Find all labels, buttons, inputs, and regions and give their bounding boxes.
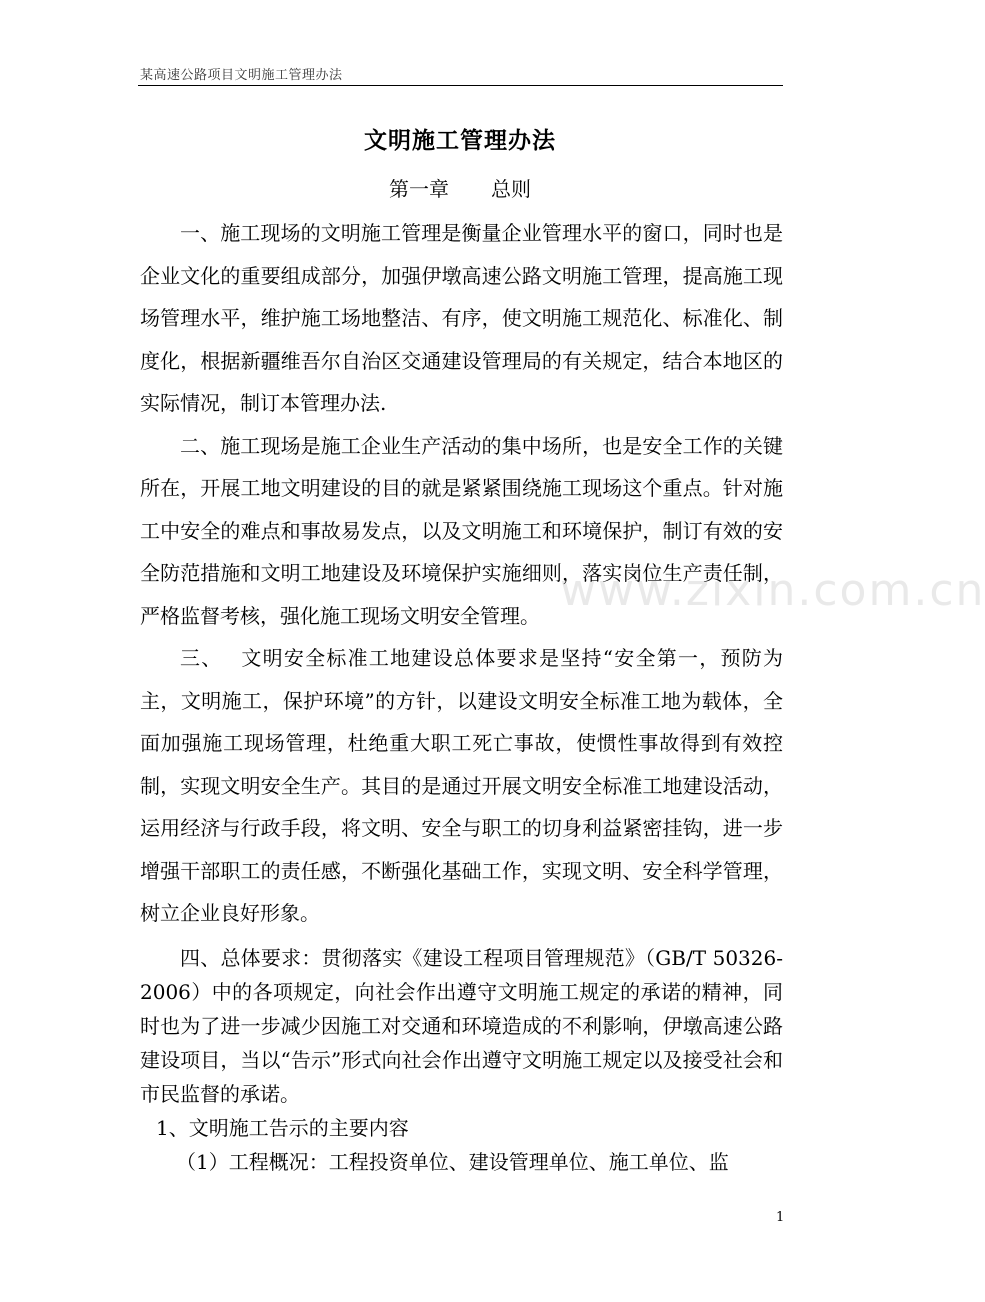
running-header: 某高速公路项目文明施工管理办法 <box>140 68 343 83</box>
document-title: 文明施工管理办法 <box>364 127 556 154</box>
section-heading-1: 1、文明施工告示的主要内容 <box>156 1115 409 1140</box>
watermark: www.zixin.com.cn <box>560 565 985 616</box>
chapter-label: 第一章 <box>389 177 449 201</box>
list-item-1: （1）工程概况：工程投资单位、建设管理单位、施工单位、监 <box>176 1149 729 1174</box>
paragraph-2: 二、施工现场是施工企业生产活动的集中场所，也是安全工作的关键所在，开展工地文明建设的目的就是紧紧围绕施工现场这个重点。针对施工中安全的难点和事故易发点，以及文明施工和环境保护，制订有效的安全防范措施和文明工地建设及环境保护实施细则，落实岗位生产责任制，严格监督考核，强化施工现场文明安全管理。 <box>140 433 783 628</box>
page-number: 1 <box>776 1210 785 1225</box>
paragraph-3: 三、 文明安全标准工地建设总体要求是坚持“安全第一，预防为主，文明施工，保护环境”的方针，以建设文明安全标准工地为载体，全面加强施工现场管理，杜绝重大职工死亡事故，使惯性事故得到有效控制，实现文明安全生产。其目的是通过开展文明安全标准工地建设活动，运用经济与行政手段，将文明、安全与职工的切身利益紧密挂钩，进一步增强干部职工的责任感，不断强化基础工作，实现文明、安全科学管理，树立企业良好形象。 <box>140 646 783 925</box>
chapter-heading <box>0 173 920 202</box>
paragraph-1: 一、施工现场的文明施工管理是衡量企业管理水平的窗口，同时也是企业文化的重要组成部分，加强伊墩高速公路文明施工管理，提高施工现场管理水平，维护施工场地整洁、有序，使文明施工规范化、标准化、制度化，根据新疆维吾尔自治区交通建设管理局的有关规定，结合本地区的实际情况，制订本管理办法. <box>140 221 783 415</box>
header-divider <box>138 85 783 86</box>
chapter-name: 总则 <box>491 177 531 201</box>
document-body <box>140 212 783 1179</box>
paragraph-4: 四、总体要求：贯彻落实《建设工程项目管理规范》（GB/T 50326-2006）中的各项规定，向社会作出遵守文明施工规定的承诺的精神，同时也为了进一步减少因施工对交通和环境造成的不利影响，伊墩高速公路建设项目，当以“告示”形式向社会作出遵守文明施工规定以及接受社会和市民监督的承诺。 <box>140 945 783 1106</box>
